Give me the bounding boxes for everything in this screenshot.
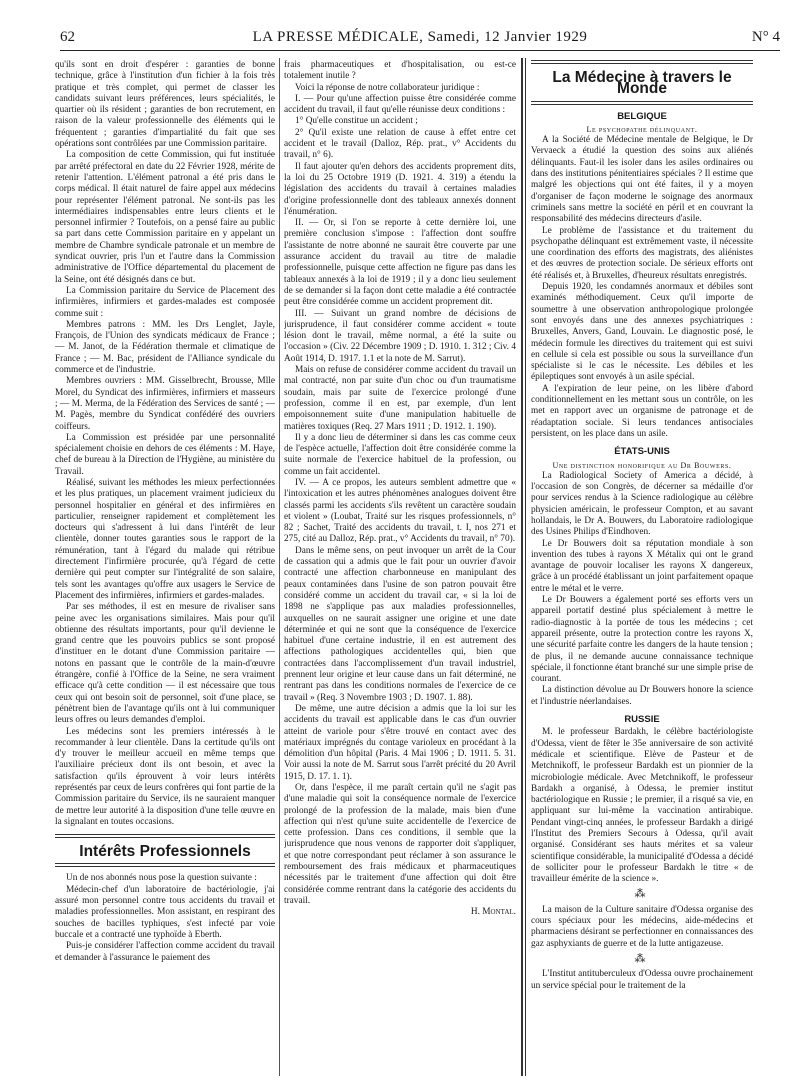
section-rule — [531, 60, 753, 64]
section-title-medecine-monde: La Médecine à travers le Monde — [552, 69, 732, 98]
paragraph: I. — Pour qu'une affection puisse être considérée comme accident du travail, il faut qu'elle réunisse deux conditions : — [284, 93, 516, 116]
paragraph: La maison de la Culture sanitaire d'Odessa organise des cours spéciaux pour les médecins, aide-médecins et pharmaciens désirant se perfectionner en connaissances des gaz asphyxiants de guerre et de la lutte antigazeuse. — [531, 904, 753, 949]
column-left — [55, 60, 275, 1075]
asterism-separator: ⁂ — [634, 952, 650, 965]
subheading: Une distinction honorifique au Dr Bouwers. — [552, 460, 732, 470]
paragraph: II. — Or, si l'on se reporte à cette dernière loi, une première conclusion s'impose : l'affection dont souffre l'assistante de notre abonné ne saurait être couverte par une assurance accident du travail au titre de maladie professionnelle, puisque cette affection ne figure pas dans les tableaux annexés à la loi de 1919 ; il y a donc lieu seulement de se demander si la façon dont cette maladie a été contractée peut être considérée comme un accident proprement dit. — [284, 218, 516, 308]
paragraph: Un de nos abonnés nous pose la question suivante : — [66, 873, 257, 884]
section-title-interets: Intérêts Professionnels — [79, 843, 251, 861]
paragraph: Or, dans l'espèce, il me paraît certain qu'il ne s'agit pas d'une maladie qui soit la conséquence normale de l'exercice prolongé de la profession de la malade, mais bien d'une affection qui n'est qu'une suite accidentelle de l'exercice de cette profession. Dans ces conditions, il semble que la jurisprudence que nous venons de rapporter doit s'appliquer, et que notre correspondant peut réclamer à son assurance le remboursement des frais médicaux et pharmaceutiques nécessités par le traitement d'une affection qui doit être considérée comme rentrant dans la catégorie des accidents du travail. — [284, 783, 516, 906]
section-rule — [55, 863, 275, 867]
paragraph: Depuis 1920, les condamnés anormaux et débiles sont examinés méthodiquement. Ceux qu'il importe de soumettre à une observation anthropologique prolongée sont envoyés dans une des annexes psychiatriques : Bruxelles, Anvers, Gand, Louvain. Le diagnostic posé, le médecin formule les directives du traitement qui est suivi en cellule si cela est possible ou sous la surveillance d'un spécialiste si le cas le nécessite. Les débiles et les épileptiques sont envoyés à un asile spécial. — [531, 282, 753, 383]
paragraph: frais pharmaceutiques et d'hospitalisation, ou est-ce totalement inutile ? — [284, 60, 516, 82]
paragraph: Voici la réponse de notre collaborateur juridique : — [295, 82, 480, 93]
country-heading-etats-unis: ÉTATS-UNIS — [614, 446, 670, 458]
paragraph: A l'expiration de leur peine, on les libère d'abord conditionnellement en les mettant sous un contrôle, on les met en rapport avec un organisme de patronage et de réadaptation sociale. Si leurs tendances antisociales persistent, on les place dans un asile. — [531, 383, 753, 439]
paragraph: M. le professeur Bardakh, le célèbre bactériologiste d'Odessa, vient de fêter le 35e anniversaire de son activité médicale et scientifique. Elève de Pasteur et de Metchnikoff, le professeur Bardakh est un pionnier de la microbiologie médicale. Avec Metchnikoff, le professeur Bardakh a organisé, à Odessa, le premier institut bactériologique en Russie ; le premier, il a risqué sa vie, en appliquant sur lui-même la vaccination antirabique. Pendant vingt-cinq années, le professeur Bardakh a dirigé l'Institut des Premiers Secours à Odessa, qu'il avait organisé. Considérant ses hauts mérites et sa valeur scientifique considérable, la municipalité d'Odessa a décidé de solliciter pour le professeur Bardakh le titre « de travailleur émérite de la science ». — [531, 727, 753, 885]
column-middle — [284, 60, 516, 1075]
paragraph: Dans le même sens, on peut invoquer un arrêt de la Cour de cassation qui a admis que le fait pour un ouvrier d'avoir contracté une affection charbonneuse en manipulant des peaux contaminées dans l'usine de son patron pouvait être considéré comme un accident du travail car, « si la loi de 1898 ne s'applique pas aux maladies professionnelles, auxquelles on ne saurait assigner une origine et une date déterminée et qui ne sont que la conséquence de l'exercice habituel d'une certaine industrie, il en est autrement des affections pathologiques accidentelles qui, bien que contractées dans l'accomplissement d'un travail industriel, prennent leur origine et leur cause dans un fait déterminé, ne rentrant pas dans les conditions normales de l'exercice de ce travail » (Req. 3 Novembre 1903 ; D. 1907. 1. 88). — [284, 545, 516, 703]
subheading: Le psychopathe délinquant. — [586, 124, 698, 134]
page-number: 62 — [60, 29, 75, 45]
author-signature: H. Montal. — [470, 907, 516, 918]
paragraph: Le problème de l'assistance et du traitement du psychopathe délinquant est extrêmement vaste, il nécessite une coordination des efforts des magistrats, des aliénistes et des œuvres de protection sociale. De sérieux efforts ont été réalisés et, à Bruxelles, d'heureux résultats enregistrés. — [531, 225, 753, 281]
paragraph: qu'ils sont en droit d'espérer : garanties de bonne technique, grâce à l'institution d'un fichier à la fois très pratique et très complet, qui permet de classer les candidats suivant leurs préférences, leurs spécialités, le quartier où ils résident ; garanties de bon recrutement, en raison de la valeur professionnelle des éléments qui le fréquentent ; garanties d'impartialité du fait que ses opérations sont contrôlées par une Commission paritaire. — [55, 60, 275, 150]
paragraph: Puis-je considérer l'affection comme accident du travail et demander à l'assurance le paiement des — [55, 941, 275, 963]
country-heading-belgique: BELGIQUE — [617, 110, 667, 122]
journal-title: LA PRESSE MÉDICALE, Samedi, 12 Janvier 1929 — [252, 29, 588, 45]
column-divider-2b — [525, 58, 526, 1076]
paragraph: Le Dr Bouwers a également porté ses efforts vers un appareil portatif destiné plus spécialement à mettre le radio-diagnostic à la portée de tous les médecins ; cet appareil présente, outre la protection contre les rayons X, une sécurité parfaite contre les dangers de la haute tension ; de plus, il ne demande aucune connaissance technique spéciale, il fonctionne étant branché sur une simple prise de courant. — [531, 595, 753, 685]
paragraph: 1° Qu'elle constitue un accident ; — [295, 116, 418, 127]
paragraph: Membres ouvriers : MM. Gisselbrecht, Brousse, Mlle Morel, du Syndicat des infirmières, infirmiers et masseurs ; — M. Merma, de la Fédération des Services de santé ; — M. Pagès, membre du Syndicat confédéré des ouvriers coiffeurs. — [55, 376, 275, 432]
paragraph: La composition de cette Commission, qui fut instituée par arrêté préfectoral en date du 22 Février 1928, mérite de retenir l'attention. L'élément patronal a été pris dans le corps médical. Il était naturel de faire appel aux médecins pour représenter l'élément patronal. Ne sont-ils pas les intermédiaires indispensables entre leurs clients et le personnel infirmier ? Toutefois, on a pensé faire au public sa part dans cette Commission paritaire en y appelant un membre de Chambre syndicale patronale et un membre de syndicat ouvrier, pris l'un et l'autre dans la Commission administrative de l'Office départemental du placement de la Seine, ont été désignés dans ce but. — [55, 150, 275, 285]
paragraph: Membres patrons : MM. les Drs Lenglet, Jayle, François, de l'Union des syndicats médicaux de France ; — M. Janot, de la Fédération thermale et climatique de France ; — M. Bac, président de l'Alliance syndicale du commerce et de l'industrie. — [55, 319, 275, 376]
asterism-separator: ⁂ — [634, 888, 650, 901]
column-divider-1 — [279, 58, 280, 1076]
header-rule — [60, 50, 780, 51]
paragraph: La distinction dévolue au Dr Bouwers honore la science et l'industrie néerlandaises. — [531, 685, 753, 707]
paragraph: Mais on refuse de considérer comme accident du travail un mal contracté, non par suite d'un choc ou d'un traumatisme soudain, mais par suite de l'exercice prolongé d'une profession, comme il en est, par exemple, d'un lent empoisonnement suite d'une manipulation habituelle de matières toxiques (Req. 27 Mars 1911 ; D. 1912. 1. 190). — [284, 365, 516, 432]
issue-number: N° 4 — [751, 29, 780, 45]
section-rule — [55, 834, 275, 838]
section-rule — [531, 101, 753, 105]
paragraph: Médecin-chef d'un laboratoire de bactériologie, j'ai assuré mon personnel contre tous accidents du travail et maladies professionnelles. Mon assistant, en respirant des souches de bacilles typhiques, s'est infecté par voie buccale et a contracté une typhoïde à Eberth. — [55, 884, 275, 940]
paragraph: A la Société de Médecine mentale de Belgique, le Dr Vervaeck a étudié la question des soins aux aliénés délinquants. Faut-il les isoler dans les asiles ordinaires ou dans des institutions pénitentiaires spéciales ? Il estime que malgré les objections qui ont été faites, il y a moyen d'organiser de façon moderne le soignage des anormaux criminels sans mettre la société en péril et en couvrant la responsabilité des médecins directeurs d'asile. — [531, 135, 753, 225]
column-divider-2 — [521, 58, 523, 1076]
paragraph: Il faut ajouter qu'en dehors des accidents proprement dits, la loi du 25 Octobre 1919 (D. 1921. 4. 319) a étendu la législation des accidents du travail à certaines maladies d'origine professionnelle dont des tableaux annexés donnent l'énumération. — [284, 161, 516, 217]
paragraph: La Commission est présidée par une personnalité spécialement choisie en dehors de ces éléments : M. Haye, chef de bureau à la Direction de l'Hygiène, au ministère du Travail. — [55, 432, 275, 477]
paragraph: IV. — A ce propos, les auteurs semblent admettre que « l'intoxication et les autres phénomènes analogues doivent être classés parmi les accidents s'ils revêtent un caractère soudain et violent » (Loubat, Traité sur les risques professionnels, n° 82 ; Sachet, Traité des accidents du travail, t. I, nos 271 et 275, cité au Dalloz, Rép. prat., v° Accidents du travail, n° 70). — [284, 477, 516, 545]
paragraph: Réalisé, suivant les méthodes les mieux perfectionnées et les plus pratiques, un placement vraiment judicieux du personnel hospitalier en général et des infirmières en particulier, renseigner rapidement et complètement les docteurs qui s'adressent à lui dans l'intérêt de leur clientèle, donner toutes garanties sous le rapport de la rémunération, tant à l'égard du malade qui rétribue directement l'infirmière procurée, qu'à l'égard de cette dernière qui peut compter sur l'intégralité de son salaire, tels sont les avantages qu'offre aux usagers le Service de Placement des infirmières, infirmiers et gardes-malades. — [55, 477, 275, 601]
column-right — [531, 60, 753, 1075]
paragraph: Les médecins sont les premiers intéressés à le recommander à leur clientèle. Dans la certitude qu'ils ont d'y trouver le meilleur accueil en même temps que l'auxiliaire précieux dont ils ont besoin, et avec la satisfaction qu'ils éprouvent à voir leurs intérêts représentés par ceux de leurs confrères qui font partie de la Commission paritaire du Service, ils ne sauraient manquer de mettre leur autorité à la disposition d'une telle œuvre en la signalant en toutes occasions. — [55, 726, 275, 827]
paragraph: 2° Qu'il existe une relation de cause à effet entre cet accident et le travail (Dalloz, Rép. prat., v° Accidents du travail, n° 6). — [284, 127, 516, 161]
country-heading-russie: RUSSIE — [624, 714, 660, 726]
paragraph: Le Dr Bouwers doit sa réputation mondiale à son invention des tubes à rayons X Métalix qui ont le grand avantage de pouvoir localiser les rayons X dangereux, grâce à un procédé établissant un joint parfaitement opaque entre le métal et le verre. — [531, 538, 753, 594]
paragraph: L'Institut antituberculeux d'Odessa ouvre prochainement un service spécial pour le traitement de la — [531, 969, 753, 991]
paragraph: La Radiological Society of America a décidé, à l'occasion de son Congrès, de décerner sa médaille d'or pour services rendus à la Science radiologique au célèbre physicien américain, le professeur Compton, et au savant hollandais, le Dr A. Bouwers, du Laboratoire radiologique des Usines Philips d'Eindhoven. — [531, 470, 753, 538]
paragraph: De même, une autre décision a admis que la loi sur les accidents du travail est applicable dans le cas d'un ouvrier atteint de variole pour s'être trouvé en contact avec des matériaux imprégnés du contage varioleux en procédant à la démolition d'un hôpital (Paris. 4 Mai 1906 ; D. 1911. 5. 31. Voir aussi la note de M. Sarrut sous l'arrêt précité du 20 Avril 1915, D. 17. 1. 1). — [284, 703, 516, 782]
paragraph: Par ses méthodes, il est en mesure de rivaliser sans peine avec les organisations similaires. Mais pour qu'il obtienne des résultats importants, pour qu'il devienne le grand centre que les pouvoirs publics se sont proposé d'instituer en le dotant d'une Commission paritaire — notons en passant que le contrôle de la main-d'œuvre étrangère, confié à l'Office de la Seine, ne sera vraiment efficace qu'à cette condition — il est nécessaire que tous ceux qui ont besoin soit de personnel, soit d'une place, se pénètrent bien de l'avantage qu'ils ont à lui communiquer leurs offres ou leurs demandes d'emploi. — [55, 602, 275, 726]
paragraph: La Commission paritaire du Service de Placement des infirmières, infirmiers et gardes-malades est composée comme suit : — [55, 285, 275, 319]
paragraph: III. — Suivant un grand nombre de décisions de jurisprudence, il faut considérer comme accident « toute lésion dont le travail, même normal, a été la suite ou l'occasion » (Civ. 22 Décembre 1909 ; D. 1910. 1. 312 ; Civ. 4 Août 1914, D. 1917. 1.1 et la note de M. Sarrut). — [284, 308, 516, 364]
paragraph: Il y a donc lieu de déterminer si dans les cas comme ceux de l'espèce actuelle, l'affection doit être considérée comme la suite normale de l'exercice habituel de la profession, ou comme un fait accidentel. — [284, 432, 516, 477]
page-header — [60, 29, 780, 49]
